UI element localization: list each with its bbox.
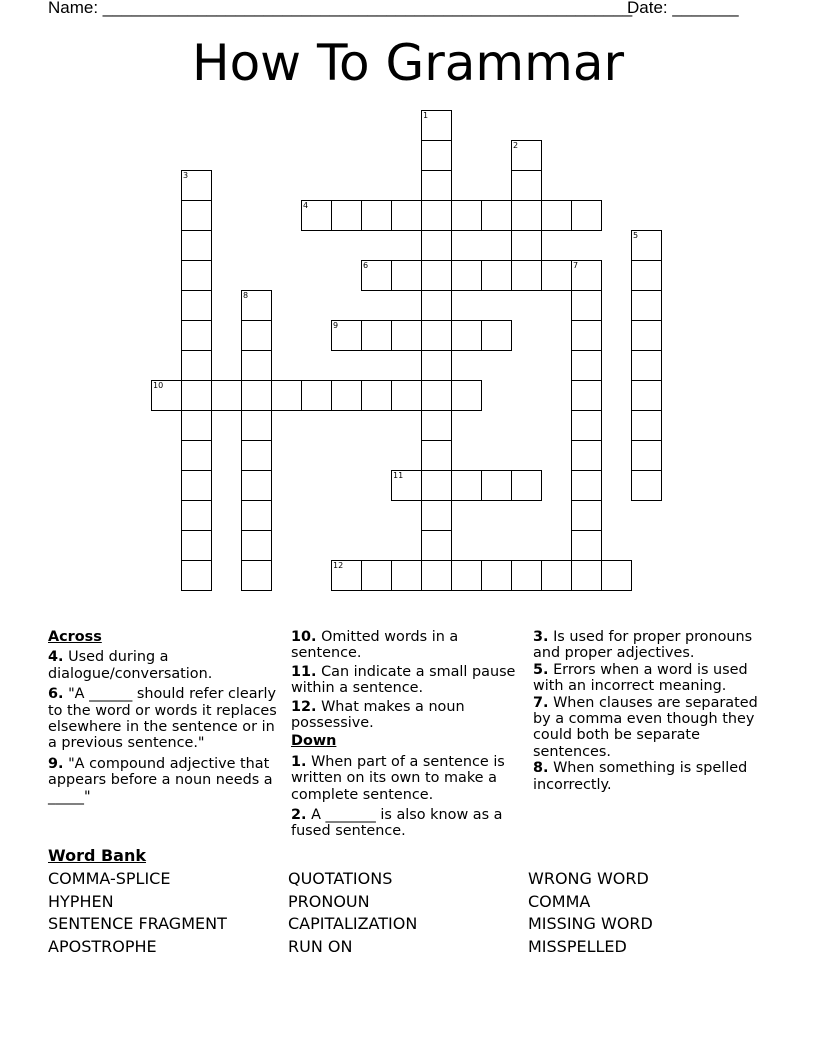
- crossword-cell[interactable]: [421, 380, 452, 411]
- cell-number: 12: [333, 561, 344, 570]
- crossword-cell[interactable]: [511, 200, 542, 231]
- clues-column-3: [533, 629, 763, 797]
- crossword-cell[interactable]: [421, 350, 452, 381]
- crossword-cell[interactable]: [391, 560, 422, 591]
- crossword-cell[interactable]: [241, 320, 272, 351]
- crossword-cell[interactable]: [421, 200, 452, 231]
- crossword-cell[interactable]: [421, 290, 452, 321]
- crossword-cell[interactable]: [631, 230, 662, 261]
- crossword-cell[interactable]: [181, 350, 212, 381]
- crossword-cell[interactable]: [481, 560, 512, 591]
- cell-number: 7: [573, 261, 579, 270]
- crossword-cell[interactable]: [571, 260, 602, 291]
- crossword-cell[interactable]: [571, 350, 602, 381]
- page-title: How To Grammar: [191, 34, 625, 92]
- crossword-cell[interactable]: [451, 320, 482, 351]
- crossword-cell[interactable]: [181, 230, 212, 261]
- clue-down-7: 7. When clauses are separated by a comma even though they could both be separate sentences.: [533, 694, 758, 760]
- crossword-cell[interactable]: [211, 380, 242, 411]
- crossword-cell[interactable]: [181, 470, 212, 501]
- clue-across-6: 6. "A ______ should refer clearly to the word or words it replaces elsewhere in the sentence or in a previous sentence.": [48, 686, 277, 752]
- crossword-cell[interactable]: [421, 230, 452, 261]
- crossword-cell[interactable]: [511, 230, 542, 261]
- word-bank-column-1: [48, 868, 227, 958]
- clue-down-2: 2. A _______ is also know as a fused sentence.: [291, 807, 503, 840]
- word-bank-item: QUOTATIONS: [288, 869, 393, 888]
- word-bank-item: CAPITALIZATION: [288, 914, 418, 934]
- crossword-cell[interactable]: [541, 260, 572, 291]
- cell-number: 3: [183, 171, 189, 180]
- crossword-cell[interactable]: [421, 440, 452, 471]
- clue-across-10: 10. Omitted words in a sentence.: [291, 629, 459, 662]
- crossword-cell[interactable]: [421, 410, 452, 441]
- cell-number: 4: [303, 201, 309, 210]
- cell-number: 6: [363, 261, 369, 270]
- name-field[interactable]: Name: ________________________________________________________: [48, 0, 633, 17]
- crossword-cell[interactable]: [241, 500, 272, 531]
- crossword-cell[interactable]: [181, 380, 212, 411]
- crossword-cell[interactable]: [421, 500, 452, 531]
- crossword-cell[interactable]: [541, 560, 572, 591]
- crossword-cell[interactable]: [181, 530, 212, 561]
- crossword-cell[interactable]: [241, 380, 272, 411]
- crossword-cell[interactable]: [391, 470, 422, 501]
- cell-number: 5: [633, 231, 639, 240]
- crossword-cell[interactable]: [181, 290, 212, 321]
- crossword-cell[interactable]: [361, 320, 392, 351]
- word-bank-item: COMMA-SPLICE: [48, 869, 171, 888]
- crossword-cell[interactable]: [511, 260, 542, 291]
- crossword-cell[interactable]: [481, 320, 512, 351]
- crossword-cell[interactable]: [301, 380, 332, 411]
- crossword-cell[interactable]: [451, 260, 482, 291]
- crossword-cell[interactable]: [571, 200, 602, 231]
- crossword-cell[interactable]: [481, 260, 512, 291]
- crossword-cell[interactable]: [181, 560, 212, 591]
- crossword-cell[interactable]: [481, 200, 512, 231]
- crossword-cell[interactable]: [181, 410, 212, 441]
- crossword-cell[interactable]: [391, 200, 422, 231]
- word-bank-item: PRONOUN: [288, 891, 370, 911]
- word-bank-item: APOSTROPHE: [48, 936, 157, 956]
- crossword-cell[interactable]: [301, 200, 332, 231]
- crossword-cell[interactable]: [181, 260, 212, 291]
- crossword-cell[interactable]: [451, 560, 482, 591]
- clue-down-3: 3. Is used for proper pronouns and proper adjectives.: [533, 629, 753, 662]
- crossword-cell[interactable]: [481, 470, 512, 501]
- word-bank-item: WRONG WORD: [528, 869, 649, 888]
- crossword-cell[interactable]: [241, 470, 272, 501]
- crossword-cell[interactable]: [241, 410, 272, 441]
- crossword-cell[interactable]: [241, 530, 272, 561]
- clue-down-5: 5. Errors when a word is used with an incorrect meaning.: [533, 661, 748, 695]
- crossword-cell[interactable]: [511, 140, 542, 171]
- word-bank-item: MISSING WORD: [528, 914, 653, 934]
- crossword-cell[interactable]: [451, 470, 482, 501]
- cell-number: 9: [333, 321, 339, 330]
- word-bank-item: RUN ON: [288, 936, 353, 956]
- clue-across-9: 9. "A compound adjective that appears before a noun needs a _____": [48, 755, 273, 805]
- clue-across-4: 4. Used during a dialogue/conversation.: [48, 649, 213, 682]
- crossword-cell[interactable]: [391, 260, 422, 291]
- crossword-cell[interactable]: [451, 380, 482, 411]
- word-bank-item: HYPHEN: [48, 891, 114, 911]
- crossword-cell[interactable]: [631, 410, 662, 441]
- crossword-cell[interactable]: [331, 200, 362, 231]
- crossword-cell[interactable]: [511, 470, 542, 501]
- crossword-cell[interactable]: [241, 350, 272, 381]
- crossword-cell[interactable]: [361, 200, 392, 231]
- crossword-cell[interactable]: [361, 560, 392, 591]
- clue-down-8: 8. When something is spelled incorrectly.: [533, 760, 748, 793]
- crossword-cell[interactable]: [541, 200, 572, 231]
- clue-down-1: 1. When part of a sentence is written on its own to make a complete sentence.: [291, 753, 505, 803]
- crossword-cell[interactable]: [421, 140, 452, 171]
- clues-column-1: [48, 629, 280, 809]
- crossword-cell[interactable]: [421, 260, 452, 291]
- crossword-cell[interactable]: [631, 380, 662, 411]
- crossword-cell[interactable]: [571, 290, 602, 321]
- clues-column-2: [291, 629, 523, 844]
- crossword-cell[interactable]: [571, 560, 602, 591]
- crossword-cell[interactable]: [511, 170, 542, 201]
- crossword-cell[interactable]: [361, 260, 392, 291]
- crossword-cell[interactable]: [631, 440, 662, 471]
- crossword-cell[interactable]: [571, 500, 602, 531]
- clue-across-11: 11. Can indicate a small pause within a sentence.: [291, 663, 516, 697]
- crossword-cell[interactable]: [181, 440, 212, 471]
- crossword-cell[interactable]: [421, 530, 452, 561]
- crossword-cell[interactable]: [151, 380, 182, 411]
- crossword-cell[interactable]: [421, 170, 452, 201]
- crossword-cell[interactable]: [181, 320, 212, 351]
- cell-number: 11: [393, 471, 404, 480]
- crossword-cell[interactable]: [391, 380, 422, 411]
- crossword-cell[interactable]: [331, 380, 362, 411]
- crossword-cell[interactable]: [421, 560, 452, 591]
- crossword-cell[interactable]: [331, 320, 362, 351]
- crossword-cell[interactable]: [181, 500, 212, 531]
- crossword-cell[interactable]: [421, 110, 452, 141]
- crossword-cell[interactable]: [241, 560, 272, 591]
- across-heading: Across: [48, 629, 102, 645]
- crossword-cell[interactable]: [571, 440, 602, 471]
- down-heading: Down: [291, 733, 337, 750]
- crossword-cell[interactable]: [391, 320, 422, 351]
- word-bank-item: SENTENCE FRAGMENT: [48, 914, 227, 934]
- word-bank-item: MISSPELLED: [528, 936, 627, 956]
- crossword-cell[interactable]: [271, 380, 302, 411]
- clue-across-12: 12. What makes a noun possessive.: [291, 698, 465, 732]
- crossword-cell[interactable]: [421, 320, 452, 351]
- crossword-cell[interactable]: [631, 470, 662, 501]
- crossword-cell[interactable]: [631, 260, 662, 291]
- crossword-cell[interactable]: [361, 380, 392, 411]
- crossword-cell[interactable]: [571, 470, 602, 501]
- crossword-cell[interactable]: [571, 410, 602, 441]
- crossword-cell[interactable]: [571, 320, 602, 351]
- crossword-cell[interactable]: [451, 200, 482, 231]
- crossword-cell[interactable]: [181, 200, 212, 231]
- crossword-cell[interactable]: [241, 440, 272, 471]
- word-bank-heading: Word Bank: [48, 846, 147, 865]
- crossword-cell[interactable]: [511, 560, 542, 591]
- crossword-cell[interactable]: [241, 290, 272, 321]
- crossword-cell[interactable]: [571, 530, 602, 561]
- crossword-cell[interactable]: [181, 170, 212, 201]
- date-field[interactable]: Date: _______: [627, 0, 739, 17]
- crossword-cell[interactable]: [631, 290, 662, 321]
- word-bank-item: COMMA: [528, 891, 591, 911]
- crossword-cell[interactable]: [631, 320, 662, 351]
- cell-number: 2: [513, 141, 519, 150]
- word-bank-column-2: [288, 868, 417, 958]
- crossword-cell[interactable]: [571, 380, 602, 411]
- crossword-cell[interactable]: [331, 560, 362, 591]
- cell-number: 1: [423, 111, 429, 120]
- cell-number: 10: [153, 381, 164, 390]
- crossword-cell[interactable]: [631, 350, 662, 381]
- word-bank-column-3: [528, 868, 653, 958]
- crossword-cell[interactable]: [421, 470, 452, 501]
- crossword-cell[interactable]: [601, 560, 632, 591]
- cell-number: 8: [243, 291, 249, 300]
